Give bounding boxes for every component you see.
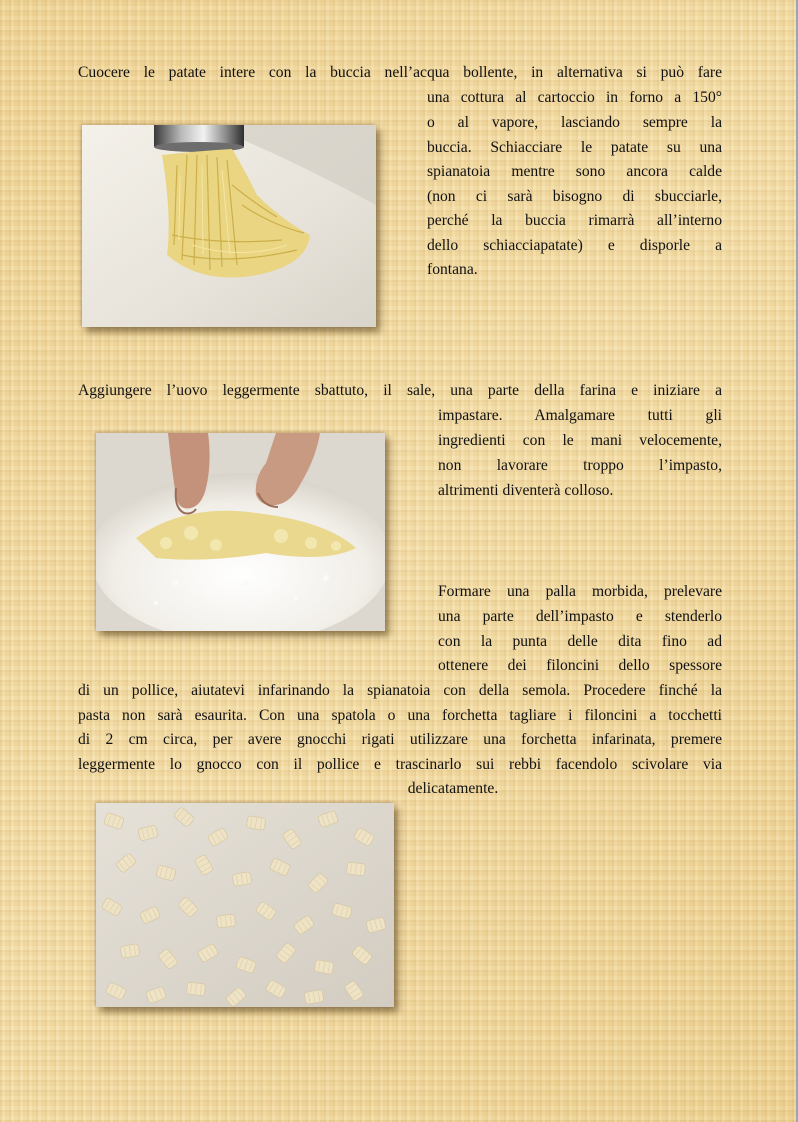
- text-line: impastare. Amalgamare tutti gli: [438, 407, 722, 424]
- text-line: altrimenti diventerà colloso.: [438, 482, 614, 499]
- text-line: ottenere dei filoncini dello spessore: [438, 657, 722, 674]
- potato-ricer-photo: [82, 125, 376, 327]
- text-line: o al vapore, lasciando sempre la: [427, 114, 722, 131]
- text-line: una cottura al cartoccio in forno a 150°: [427, 89, 722, 106]
- text-line: ingredienti con le mani velocemente,: [438, 432, 722, 449]
- text-line: buccia. Schiacciare le patate su una: [427, 139, 722, 156]
- text-line: dello schiacciapatate) e disporle a: [427, 237, 722, 254]
- text-line: perché la buccia rimarrà all’interno: [427, 212, 722, 229]
- gnocchi-photo: [96, 803, 394, 1007]
- text-line: Aggiungere l’uovo leggermente sbattuto, il sale, una parte della farina e iniziare a: [78, 382, 722, 399]
- text-line: fontana.: [427, 261, 478, 278]
- text-line: Cuocere le patate intere con la buccia nell’acqua bollente, in alternativa si può fare: [78, 64, 722, 81]
- text-line: con la punta delle dita fino ad: [438, 633, 722, 650]
- text-line: (non ci sarà bisogno di sbucciarle,: [427, 188, 722, 205]
- text-line: non lavorare troppo l’impasto,: [438, 457, 722, 474]
- text-line: una parte dell’impasto e stenderlo: [438, 608, 722, 625]
- kneading-photo: [96, 433, 385, 631]
- text-line: leggermente lo gnocco con il pollice e trascinarlo sui rebbi facendolo scivolare via: [78, 756, 722, 773]
- text-line: delicatamente.: [407, 780, 499, 797]
- kneading-image: [96, 433, 385, 631]
- text-line: spianatoia mentre sono ancora calde: [427, 163, 722, 180]
- potato-ricer-image: [82, 125, 376, 327]
- text-line: pasta non sarà esaurita. Con una spatola o una forchetta tagliare i filoncini a tocchetti: [78, 707, 722, 724]
- gnocchi-image: [96, 803, 394, 1007]
- text-line: Formare una palla morbida, prelevare: [438, 583, 722, 600]
- text-line: di un pollice, aiutatevi infarinando la spianatoia con della semola. Procedere finché la: [78, 682, 722, 699]
- text-line: di 2 cm circa, per avere gnocchi rigati utilizzare una forchetta infarinata, premere: [78, 731, 722, 748]
